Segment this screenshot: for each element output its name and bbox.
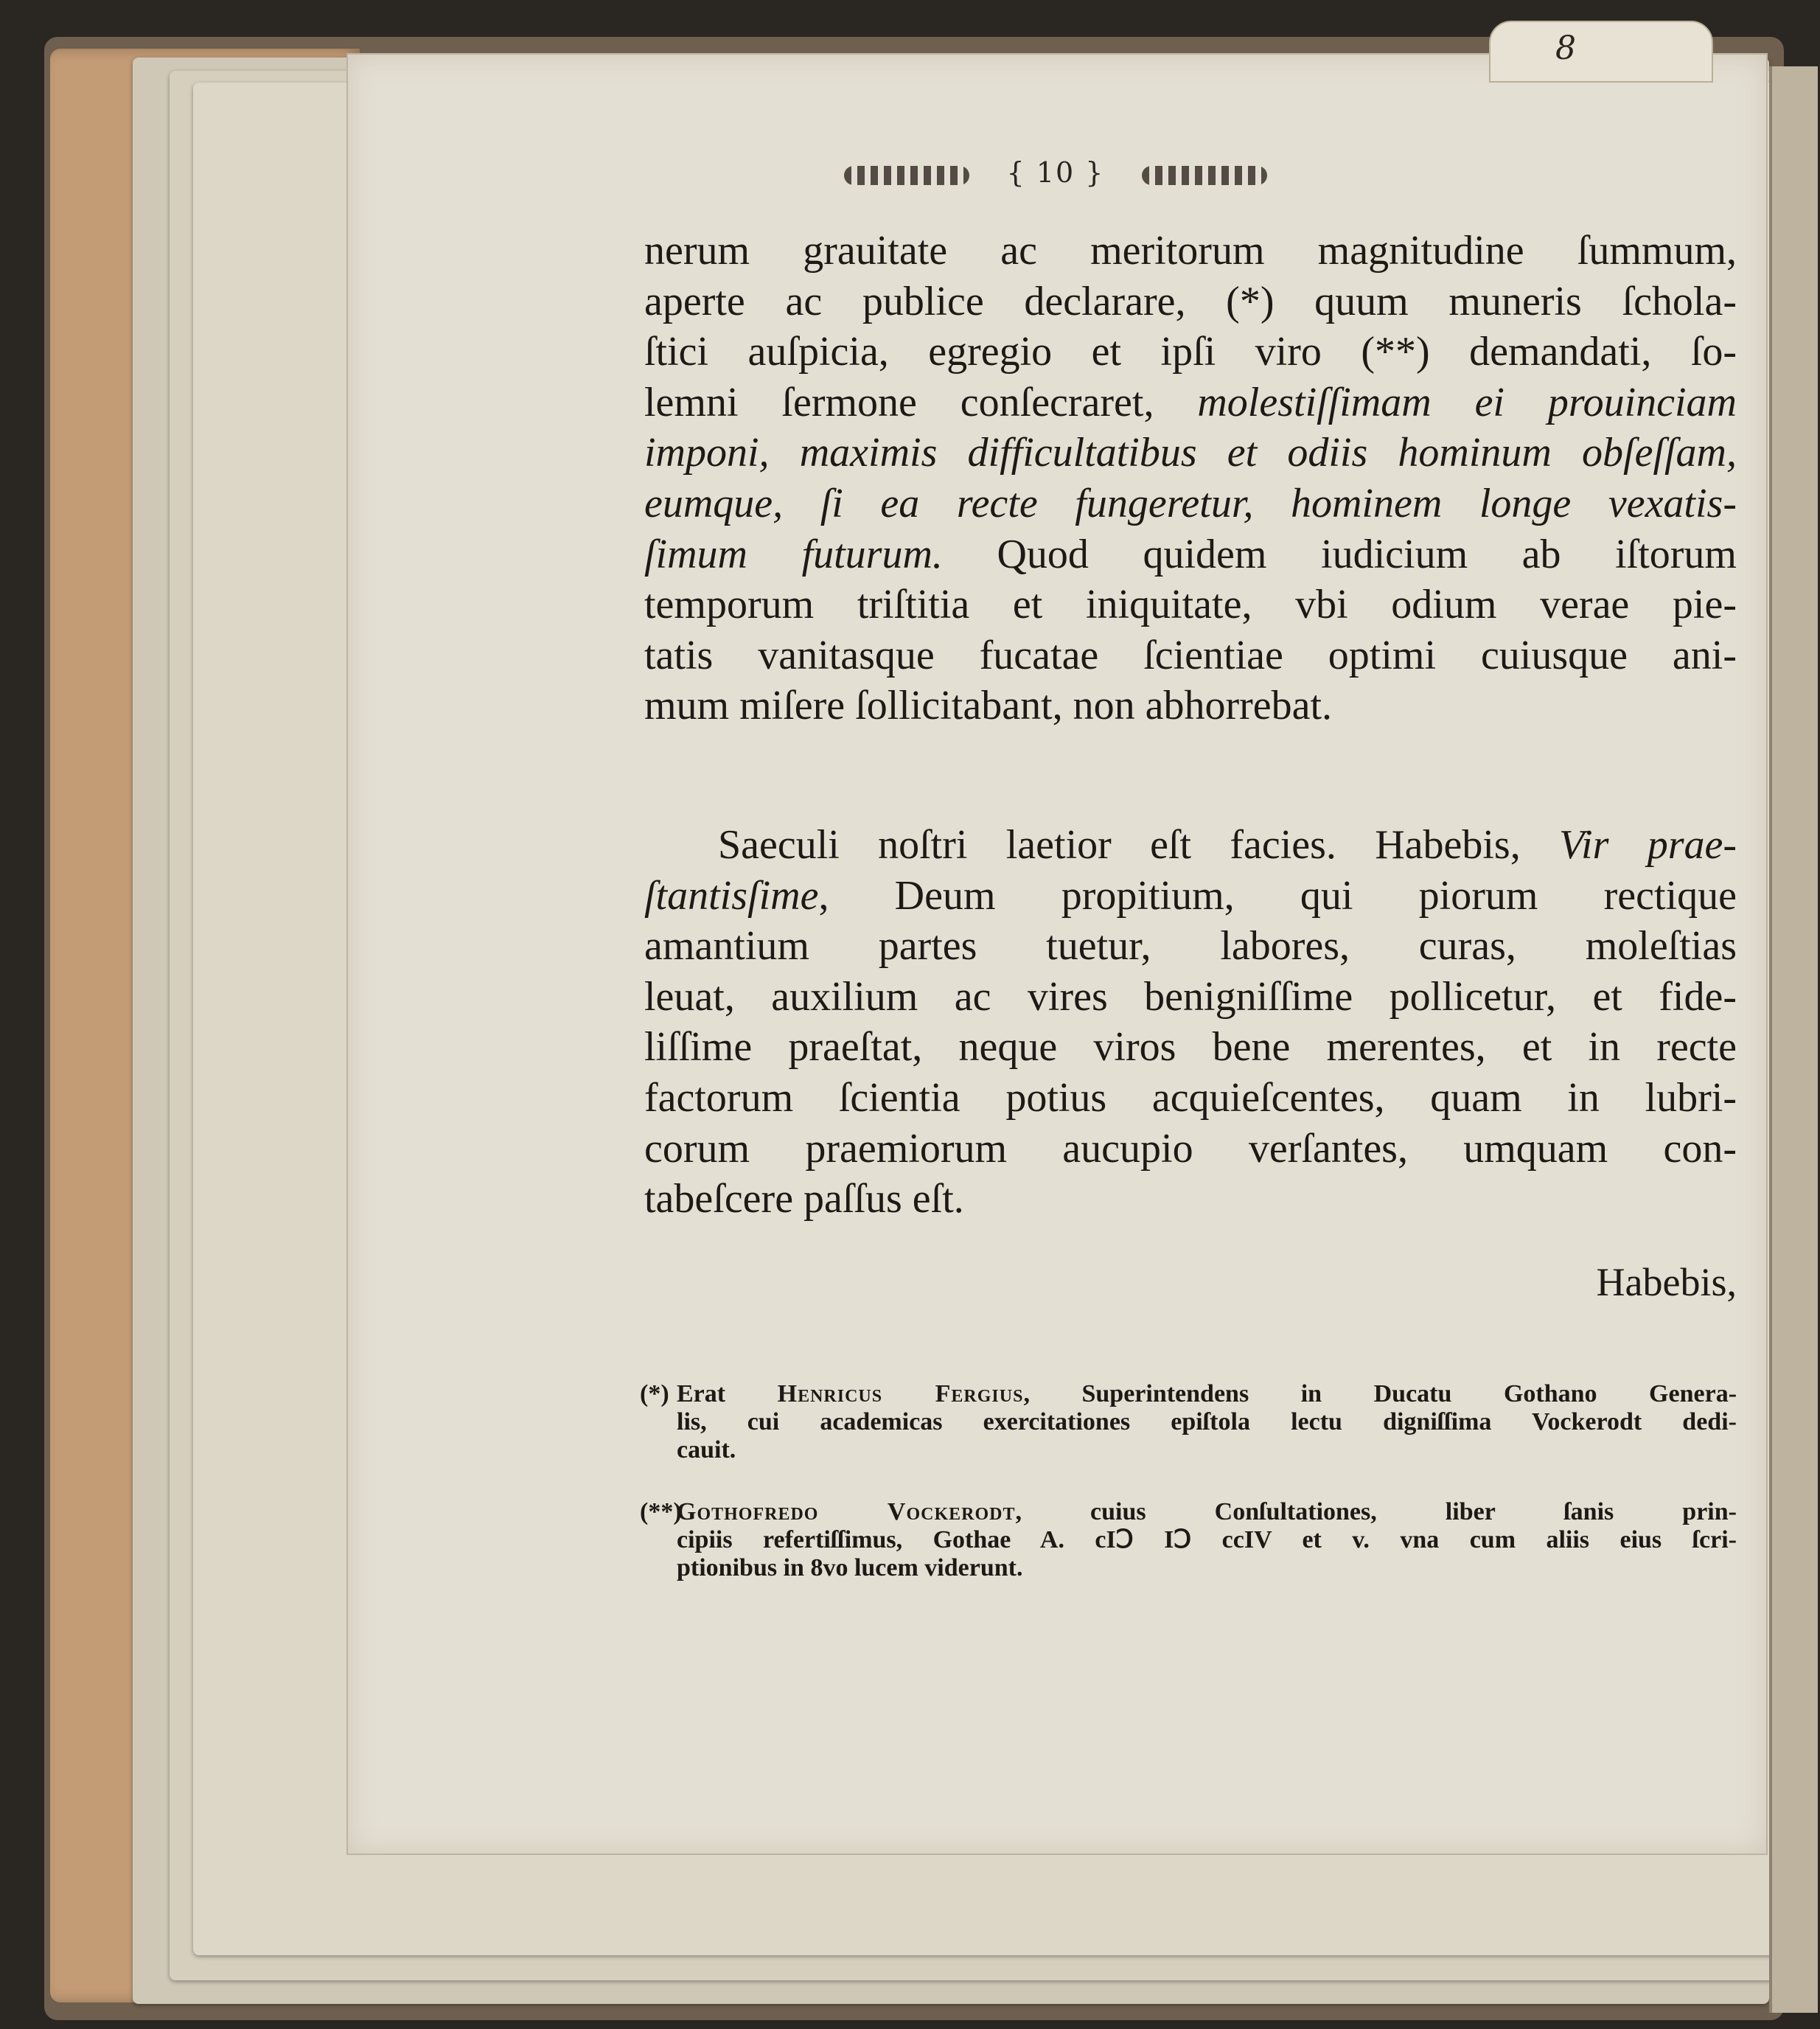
text-line: mum miſere ſollicitabant, non abhorrebat. xyxy=(644,683,1333,729)
footnote-line: Erat Henricus Fergius, Superintendens in Ducatu Gothano Genera- xyxy=(677,1380,1737,1407)
text-line: aperte ac publice declarare, (*) quum muneris ſchola- xyxy=(644,278,1737,324)
footnote-2 xyxy=(640,1498,1737,1582)
ornament-right-icon xyxy=(1142,166,1267,185)
text-line: tabeſcere paſſus eſt. xyxy=(644,1176,964,1222)
footnote-line: Gothofredo Vockerodt, cuius Conſultationes, liber ſanis prin- xyxy=(677,1498,1737,1525)
catchword: Habebis, xyxy=(1596,1260,1737,1304)
paper-corner-tab xyxy=(1489,21,1713,83)
text-line: lemni ſermone conſecraret, molestiſſimam ei prouinciam xyxy=(644,379,1737,425)
page-number: { 10 } xyxy=(1006,156,1105,189)
text-line: liſſime praeſtat, neque viros bene merentes, et in recte xyxy=(644,1024,1737,1071)
footnote-mark: (*) xyxy=(640,1380,669,1407)
footnote-line: cauit. xyxy=(677,1436,736,1464)
ornament-left-icon xyxy=(844,166,969,185)
footnote-line: lis, cui academicas exercitationes epiſtola lectu digniſſima Vockerodt dedi- xyxy=(677,1408,1737,1435)
text-line: ſtantisſime, Deum propitium, qui piorum rectique xyxy=(644,872,1737,919)
handwritten-corner-mark: 8 xyxy=(1555,29,1576,67)
facing-page-edge xyxy=(1769,66,1818,2013)
text-line: amantium partes tuetur, labores, curas, moleſtias xyxy=(644,923,1737,970)
text-line: ſimum futurum. Quod quidem iudicium ab iſtorum xyxy=(644,531,1737,577)
text-line: Saeculi noſtri laetior eſt facies. Habebis, Vir prae- xyxy=(718,822,1737,868)
text-line: leuat, auxilium ac vires benigniſſime pollicetur, et fide- xyxy=(644,973,1737,1020)
text-line: temporum triſtitia et iniquitate, vbi odium verae pie- xyxy=(644,582,1737,628)
text-line: factorum ſcientia potius acquieſcentes, quam in lubri- xyxy=(644,1074,1737,1121)
text-line: nerum grauitate ac meritorum magnitudine ſummum, xyxy=(644,228,1737,274)
paragraph-1 xyxy=(644,226,1737,731)
page-header xyxy=(346,156,1765,189)
footnote-line: ptionibus in 8vo lucem viderunt. xyxy=(677,1554,1023,1581)
text-line: imponi, maximis difficultatibus et odiis hominum obſeſſam, xyxy=(644,430,1737,476)
footnote-mark: (**) xyxy=(640,1498,682,1525)
footnote-1 xyxy=(640,1380,1737,1464)
text-line: corum praemiorum aucupio verſantes, umquam con- xyxy=(644,1125,1737,1172)
text-line: eumque, ſi ea recte fungeretur, hominem longe vexatis- xyxy=(644,480,1737,526)
footnote-line: cipiis refertiſſimus, Gothae A. cIↃ IↃ ccIV et v. vna cum aliis eius ſcri- xyxy=(677,1526,1737,1553)
text-line: ſtici auſpicia, egregio et ipſi viro (**) demandati, ſo- xyxy=(644,329,1737,375)
text-line: tatis vanitasque fucatae ſcientiae optimi cuiusque ani- xyxy=(644,632,1737,678)
paragraph-2 xyxy=(644,820,1737,1225)
italic-phrase: molestiſſimam ei prouinciam xyxy=(1197,379,1737,425)
